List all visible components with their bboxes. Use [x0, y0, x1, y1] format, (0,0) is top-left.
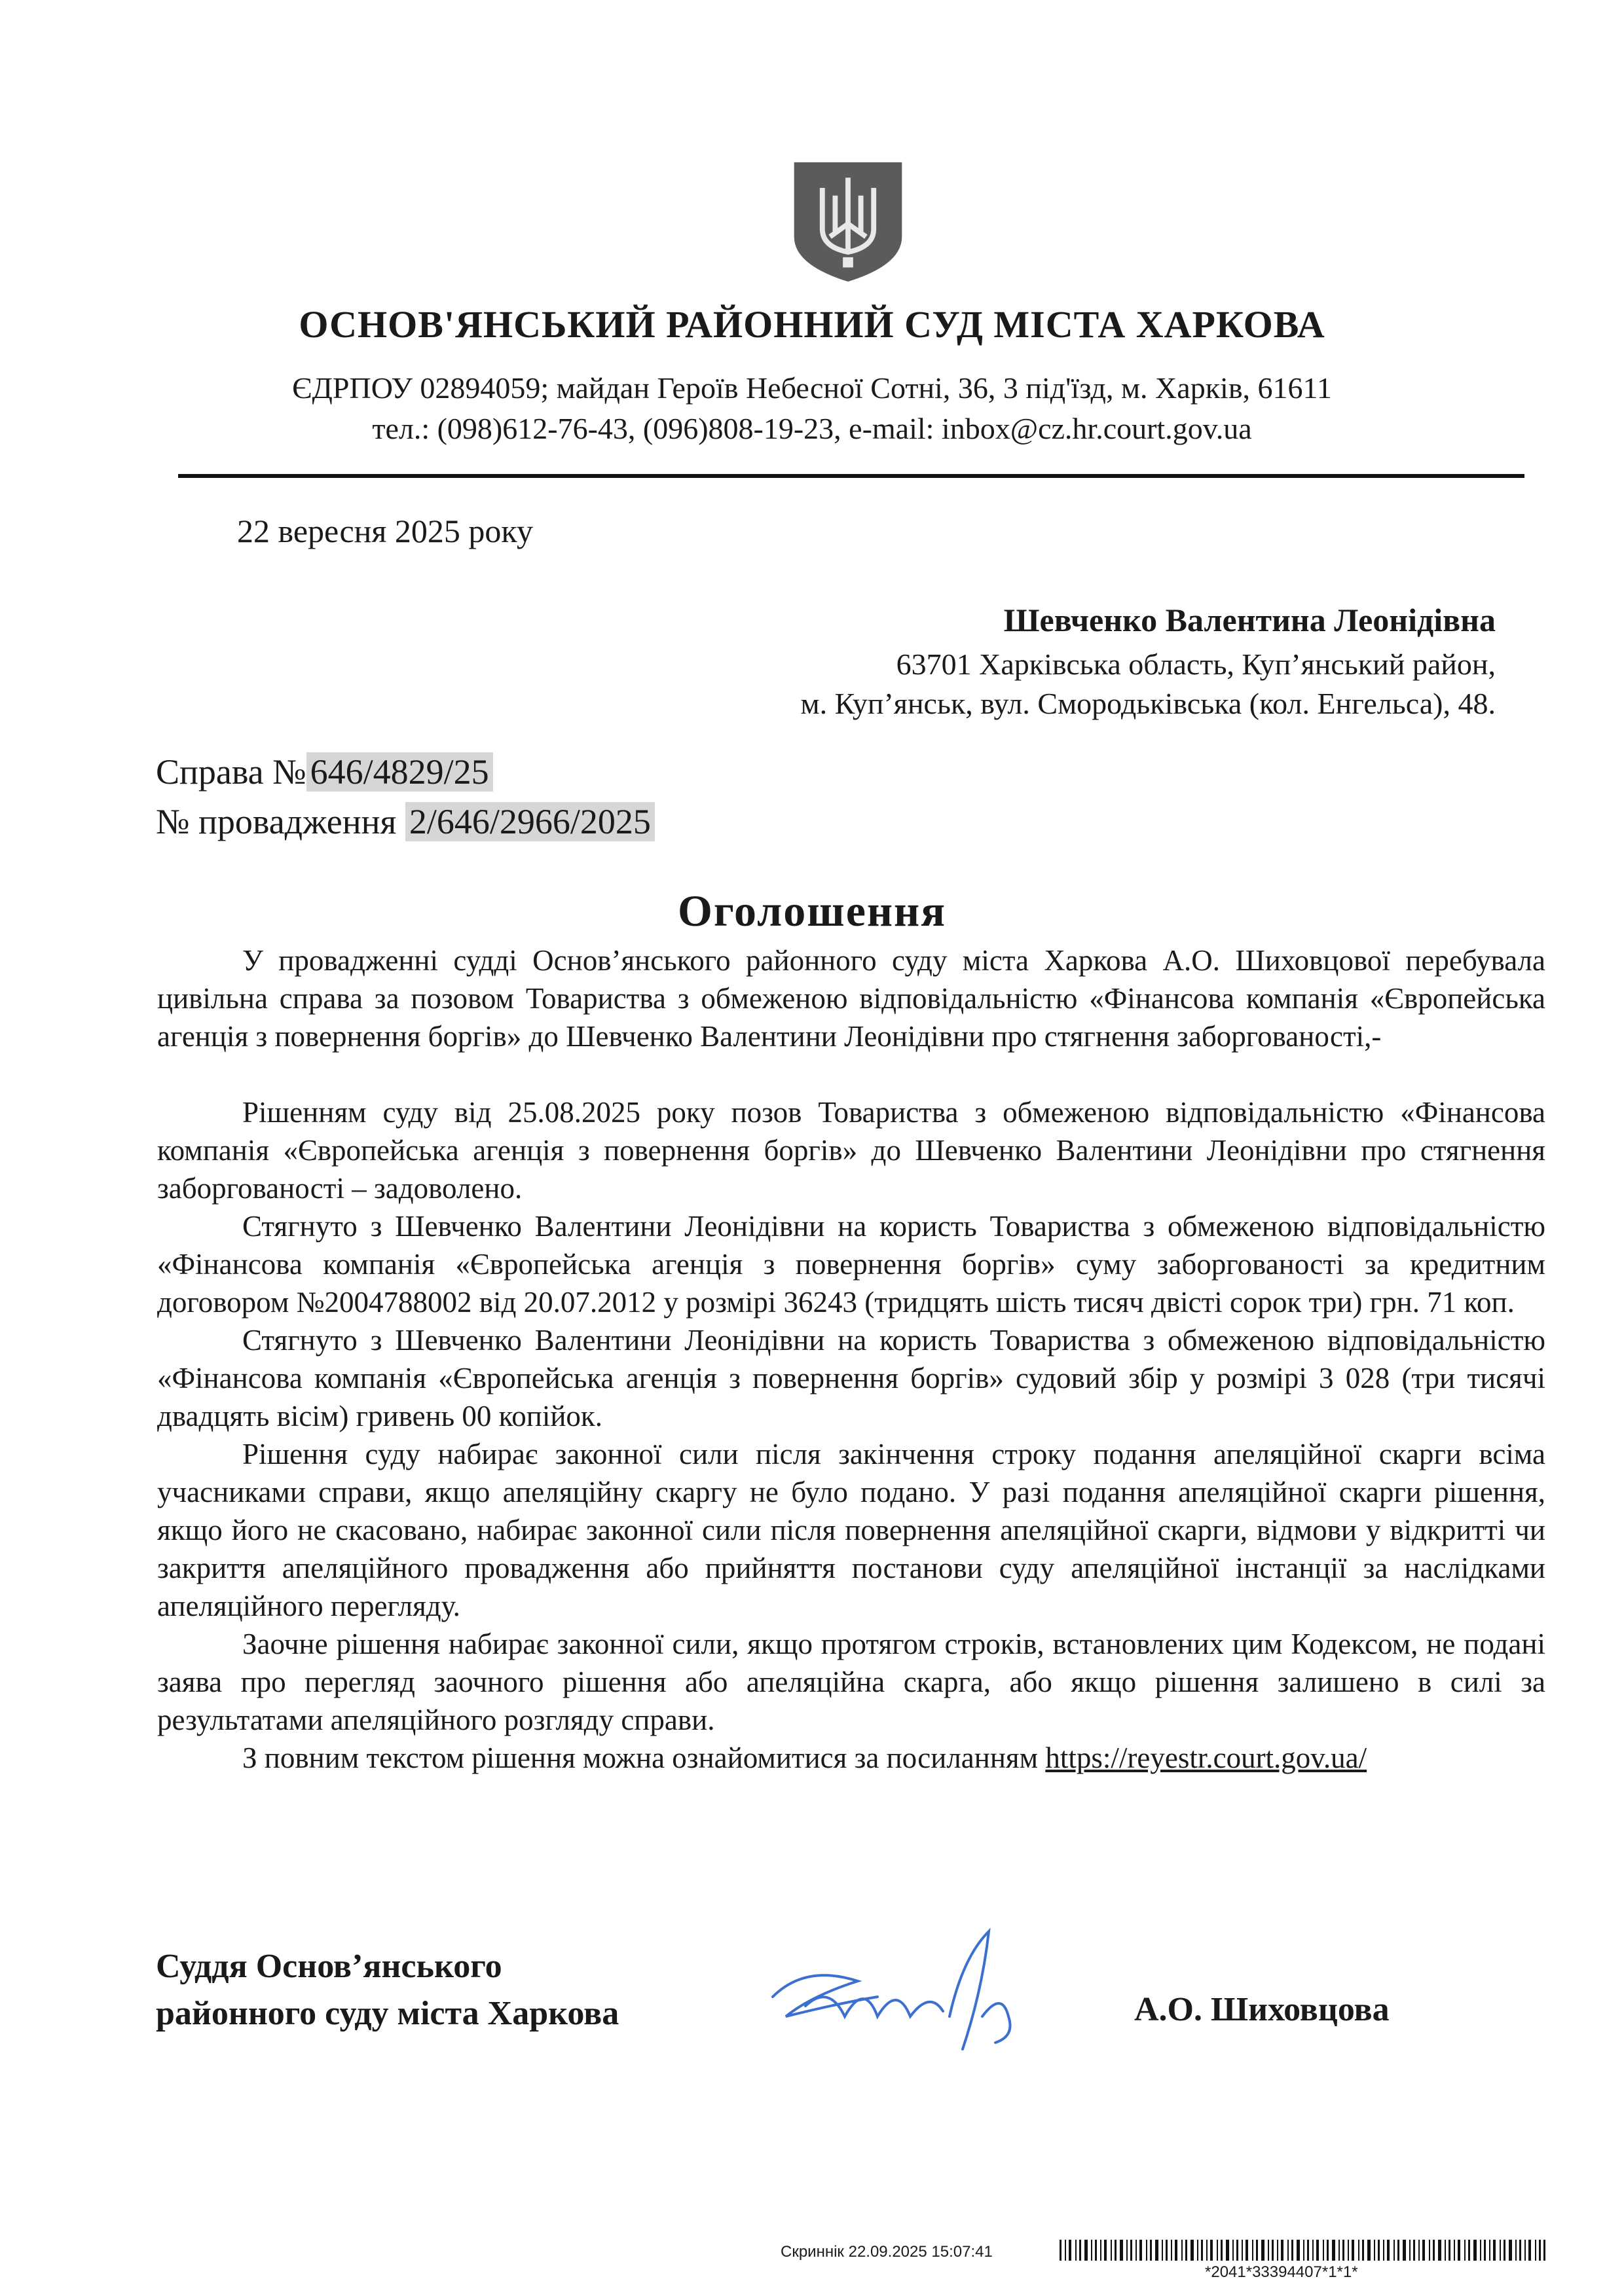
case-number: [156, 752, 493, 792]
link-intro: З повним текстом рішення можна ознайомитися за посиланням: [242, 1741, 1046, 1774]
case-label: Справа №: [156, 752, 306, 792]
recipient-name: Шевченко Валентина Леонідівна: [1003, 602, 1496, 638]
judge-title-line2: районного суду міста Харкова: [156, 1995, 619, 2032]
proceeding-number-value: 2/646/2966/2025: [405, 802, 655, 841]
paragraph: Стягнуто з Шевченко Валентини Леонідівни на користь Товариства з обмеженою відповідальністю «Фінансова компанія «Європейська агенція з повернення боргів» судовий збір у розмірі 3 028 (три тисячі двадцять вісім) гривень 00 копійок.: [157, 1324, 1545, 1432]
judge-title-line1: Суддя Основ’янського: [156, 1948, 502, 1985]
barcode-icon: [1060, 2240, 1545, 2261]
registry-link[interactable]: https://reyestr.court.gov.ua/: [1045, 1741, 1367, 1774]
header-divider: [178, 474, 1524, 478]
announcement-body: [157, 941, 1545, 1777]
recipient-address-line1: 63701 Харківська область, Куп’янський район,: [896, 647, 1496, 681]
handwritten-signature: [766, 1918, 1067, 2069]
document-title: Оголошення: [677, 886, 947, 936]
paragraph: Рішенням суду від 25.08.2025 року позов Товариства з обмеженою відповідальністю «Фінансова компанія «Європейська агенція з повернення боргів» до Шевченко Валентини Леонідівни про стягнення заборгованості – задоволено.: [157, 1096, 1545, 1205]
coat-of-arms-icon: [784, 157, 912, 285]
scanner-stamp: Скриннік 22.09.2025 15:07:41: [781, 2243, 993, 2261]
link-paragraph: [157, 1739, 1545, 1777]
paragraph: Рішення суду набирає законної сили після закінчення строку подання апеляційної скарги всіма учасниками справи, якщо апеляційну скаргу не було подано. У разі подання апеляційної скарги рішення, якщо його не скасовано, набирає законної сили після повернення апеляційної скарги, відмови у відкритті чи закриття апеляційного провадження або прийняття постанови суду апеляційної інстанції за наслідками апеляційного перегляду.: [157, 1438, 1545, 1622]
judge-title: [156, 1943, 619, 2037]
proceeding-number: [156, 801, 655, 842]
court-name: ОСНОВ'ЯНСЬКИЙ РАЙОННИЙ СУД МІСТА ХАРКОВА: [299, 303, 1325, 346]
proceeding-label: № провадження: [156, 802, 405, 841]
judge-name: А.О. Шиховцова: [1134, 1991, 1390, 2028]
document-date: 22 вересня 2025 року: [237, 513, 533, 549]
case-number-value: 646/4829/25: [306, 752, 493, 792]
paragraph: Заочне рішення набирає законної сили, якщо протягом строків, встановлених цим Кодексом, не подані заява про перегляд заочного рішення або апеляційна скарга, або якщо рішення залишено в силі за результатами апеляційного розгляду справи.: [157, 1628, 1545, 1736]
paragraph: Стягнуто з Шевченко Валентини Леонідівни на користь Товариства з обмеженою відповідальністю «Фінансова компанія «Європейська агенція з повернення боргів» суму заборгованості за кредитним договором №2004788002 від 20.07.2012 у розмірі 36243 (тридцять шість тисяч двісті сорок три) грн. 71 коп.: [157, 1210, 1545, 1319]
paragraph: У провадженні судді Основ’янського районного суду міста Харкова А.О. Шиховцової перебувала цивільна справа за позовом Товариства з обмеженою відповідальністю «Фінансова компанія «Європейська агенція з повернення боргів» до Шевченко Валентини Леонідівни про стягнення заборгованості,-: [157, 944, 1545, 1053]
barcode-number: *2041*33394407*1*1*: [1205, 2263, 1358, 2281]
court-contacts: тел.: (098)612-76-43, (096)808-19-23, e-mail: inbox@cz.hr.court.gov.ua: [372, 412, 1252, 445]
court-details: ЄДРПОУ 02894059; майдан Героїв Небесної Сотні, 36, 3 під'їзд, м. Харків, 61611: [292, 371, 1332, 405]
recipient-address-line2: м. Куп’янськ, вул. Смородьківська (кол. Енгельса), 48.: [800, 687, 1496, 720]
